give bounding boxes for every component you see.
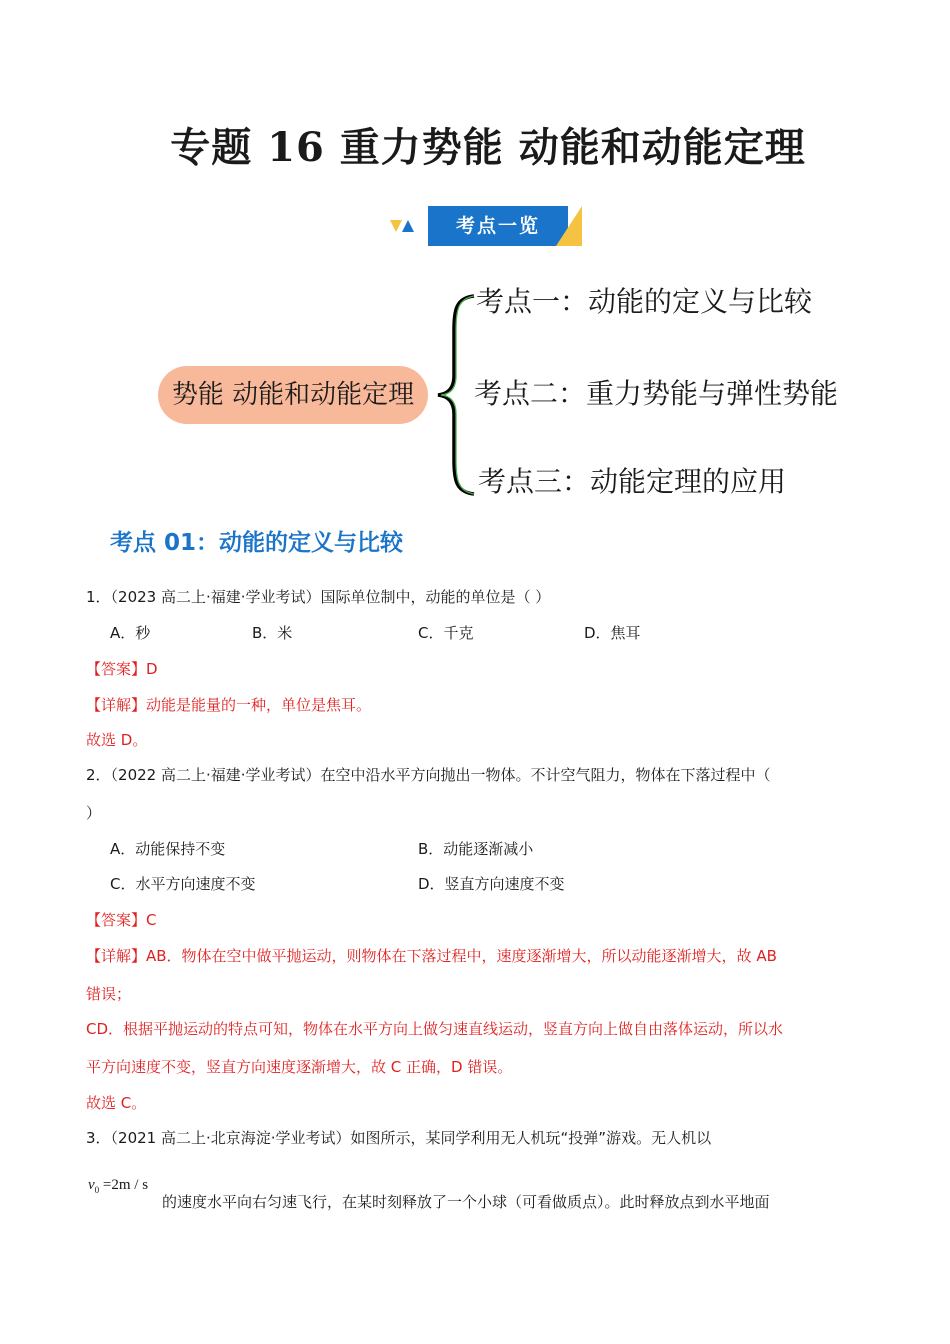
banner-slant-decoration bbox=[556, 206, 582, 246]
q1-option-a: A．秒 bbox=[110, 624, 151, 642]
banner-label: 考点一览 bbox=[428, 206, 568, 246]
q3-stem-2: 的速度水平向右匀速飞行，在某时刻释放了一个小球（可看做质点）。此时释放点到水平地面 bbox=[162, 1193, 770, 1211]
mindmap-item-1: 考点一：动能的定义与比较 bbox=[476, 285, 813, 318]
q1-stem: 1．（2023 高二上·福建·学业考试）国际单位制中，动能的单位是（ ） bbox=[86, 588, 551, 606]
curly-brace-icon bbox=[430, 290, 480, 500]
q2-option-c: C．水平方向速度不变 bbox=[110, 875, 256, 893]
velocity-subscript: 0 bbox=[94, 1185, 100, 1195]
q1-option-b: B．米 bbox=[252, 624, 293, 642]
q1-option-c: C．千克 bbox=[418, 624, 474, 642]
q1-answer: 【答案】D bbox=[86, 660, 158, 678]
q2-conclusion: 故选 C。 bbox=[86, 1094, 147, 1112]
blue-triangle-icon bbox=[402, 220, 414, 232]
page-title: 专题 16 重力势能 动能和动能定理 bbox=[170, 124, 806, 171]
mindmap-item-3: 考点三：动能定理的应用 bbox=[478, 465, 787, 498]
mindmap-center: 势能 动能和动能定理 bbox=[158, 366, 428, 424]
q1-detail: 【详解】动能是能量的一种，单位是焦耳。 bbox=[86, 696, 372, 714]
yellow-triangle-icon bbox=[390, 220, 402, 232]
velocity-value: =2m / s bbox=[99, 1177, 149, 1193]
q1-conclusion: 故选 D。 bbox=[86, 731, 148, 749]
q2-option-d: D．竖直方向速度不变 bbox=[418, 875, 565, 893]
q1-option-d: D．焦耳 bbox=[584, 624, 641, 642]
q3-stem: 3．（2021 高二上·北京海淀·学业考试）如图所示，某同学利用无人机玩“投弹”游戏。无人机以 bbox=[86, 1129, 712, 1147]
section-banner bbox=[390, 204, 590, 248]
q2-stem: 2．（2022 高二上·福建·学业考试）在空中沿水平方向抛出一物体。不计空气阻力，物体在下落过程中（ bbox=[86, 766, 771, 784]
q3-velocity-formula bbox=[88, 1177, 148, 1195]
q2-option-b: B．动能逐渐减小 bbox=[418, 840, 534, 858]
mindmap-item-2: 考点二：重力势能与弹性势能 bbox=[474, 377, 839, 410]
q2-option-a: A．动能保持不变 bbox=[110, 840, 226, 858]
velocity-symbol: v bbox=[88, 1177, 95, 1193]
q2-detail-2: CD．根据平抛运动的特点可知，物体在水平方向上做匀速直线运动，竖直方向上做自由落体运动，所以水 bbox=[86, 1020, 784, 1038]
q2-detail-1b: 错误； bbox=[86, 985, 132, 1003]
q2-stem-end: ） bbox=[86, 804, 102, 822]
q2-detail-1: 【详解】AB．物体在空中做平抛运动，则物体在下落过程中，速度逐渐增大，所以动能逐渐增大，故 AB bbox=[86, 947, 777, 965]
q2-detail-2b: 平方向速度不变，竖直方向速度逐渐增大，故 C 正确，D 错误。 bbox=[86, 1058, 513, 1076]
q2-answer: 【答案】C bbox=[86, 911, 157, 929]
section-heading: 考点 01：动能的定义与比较 bbox=[110, 530, 404, 556]
